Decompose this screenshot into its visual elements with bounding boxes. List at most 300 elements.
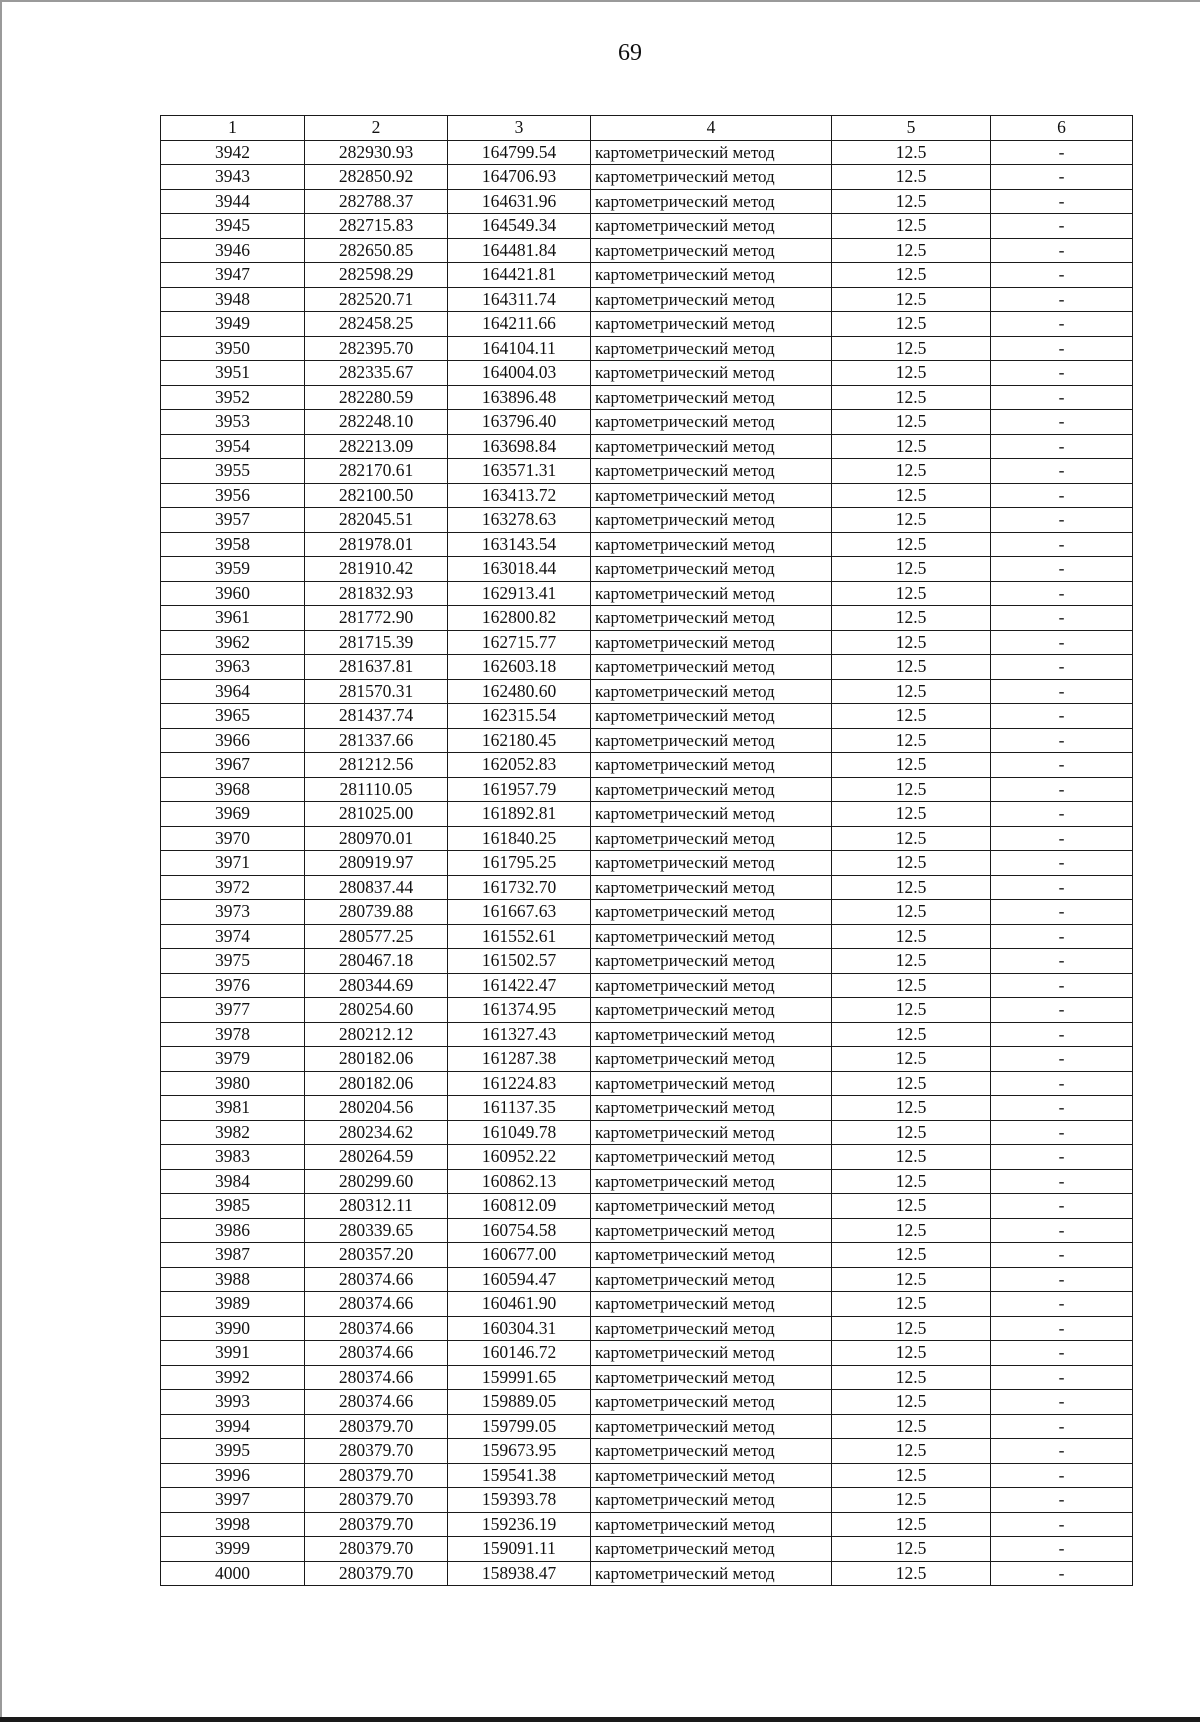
method-cell: картометрический метод [591,998,832,1023]
method-cell: картометрический метод [591,532,832,557]
y-coordinate-cell: 161840.25 [448,826,591,851]
method-cell: картометрический метод [591,410,832,435]
note-cell: - [991,1365,1133,1390]
x-coordinate-cell: 282280.59 [305,385,448,410]
note-cell: - [991,1071,1133,1096]
accuracy-cell: 12.5 [832,630,991,655]
y-coordinate-cell: 163278.63 [448,508,591,533]
x-coordinate-cell: 280374.66 [305,1267,448,1292]
point-number-cell: 3961 [161,606,305,631]
x-coordinate-cell: 280357.20 [305,1243,448,1268]
point-number-cell: 3988 [161,1267,305,1292]
table-row [161,851,1133,876]
table-row [161,630,1133,655]
point-number-cell: 3965 [161,704,305,729]
x-coordinate-cell: 280234.62 [305,1120,448,1145]
table-row [161,336,1133,361]
method-cell: картометрический метод [591,312,832,337]
column-header: 2 [305,116,448,141]
note-cell: - [991,1512,1133,1537]
x-coordinate-cell: 280379.70 [305,1512,448,1537]
note-cell: - [991,998,1133,1023]
y-coordinate-cell: 160754.58 [448,1218,591,1243]
x-coordinate-cell: 280467.18 [305,949,448,974]
point-number-cell: 3958 [161,532,305,557]
y-coordinate-cell: 159799.05 [448,1414,591,1439]
accuracy-cell: 12.5 [832,410,991,435]
note-cell: - [991,483,1133,508]
point-number-cell: 3992 [161,1365,305,1390]
method-cell: картометрический метод [591,1022,832,1047]
y-coordinate-cell: 163143.54 [448,532,591,557]
accuracy-cell: 12.5 [832,1022,991,1047]
method-cell: картометрический метод [591,1488,832,1513]
accuracy-cell: 12.5 [832,655,991,680]
point-number-cell: 3950 [161,336,305,361]
y-coordinate-cell: 159236.19 [448,1512,591,1537]
column-header: 4 [591,116,832,141]
table-row [161,1194,1133,1219]
accuracy-cell: 12.5 [832,1316,991,1341]
note-cell: - [991,238,1133,263]
accuracy-cell: 12.5 [832,851,991,876]
note-cell: - [991,1145,1133,1170]
x-coordinate-cell: 280379.70 [305,1561,448,1586]
accuracy-cell: 12.5 [832,704,991,729]
y-coordinate-cell: 161327.43 [448,1022,591,1047]
x-coordinate-cell: 281570.31 [305,679,448,704]
accuracy-cell: 12.5 [832,1512,991,1537]
point-number-cell: 3989 [161,1292,305,1317]
method-cell: картометрический метод [591,336,832,361]
y-coordinate-cell: 160952.22 [448,1145,591,1170]
point-number-cell: 3956 [161,483,305,508]
point-number-cell: 3982 [161,1120,305,1145]
method-cell: картометрический метод [591,361,832,386]
x-coordinate-cell: 280264.59 [305,1145,448,1170]
note-cell: - [991,704,1133,729]
table-row [161,165,1133,190]
point-number-cell: 3987 [161,1243,305,1268]
note-cell: - [991,1439,1133,1464]
accuracy-cell: 12.5 [832,1414,991,1439]
y-coordinate-cell: 162052.83 [448,753,591,778]
method-cell: картометрический метод [591,1292,832,1317]
accuracy-cell: 12.5 [832,557,991,582]
point-number-cell: 3953 [161,410,305,435]
note-cell: - [991,1488,1133,1513]
method-cell: картометрический метод [591,1414,832,1439]
accuracy-cell: 12.5 [832,287,991,312]
point-number-cell: 3945 [161,214,305,239]
point-number-cell: 4000 [161,1561,305,1586]
y-coordinate-cell: 164104.11 [448,336,591,361]
method-cell: картометрический метод [591,434,832,459]
point-number-cell: 3955 [161,459,305,484]
table-header-row [161,116,1133,141]
table-row [161,1341,1133,1366]
point-number-cell: 3942 [161,140,305,165]
y-coordinate-cell: 162480.60 [448,679,591,704]
accuracy-cell: 12.5 [832,728,991,753]
y-coordinate-cell: 160461.90 [448,1292,591,1317]
note-cell: - [991,1120,1133,1145]
y-coordinate-cell: 160862.13 [448,1169,591,1194]
accuracy-cell: 12.5 [832,189,991,214]
method-cell: картометрический метод [591,679,832,704]
coordinates-table [160,115,1133,1586]
accuracy-cell: 12.5 [832,777,991,802]
y-coordinate-cell: 159991.65 [448,1365,591,1390]
accuracy-cell: 12.5 [832,434,991,459]
accuracy-cell: 12.5 [832,973,991,998]
y-coordinate-cell: 162715.77 [448,630,591,655]
method-cell: картометрический метод [591,1267,832,1292]
table-row [161,1267,1133,1292]
accuracy-cell: 12.5 [832,753,991,778]
y-coordinate-cell: 164004.03 [448,361,591,386]
y-coordinate-cell: 163796.40 [448,410,591,435]
method-cell: картометрический метод [591,728,832,753]
note-cell: - [991,1194,1133,1219]
note-cell: - [991,851,1133,876]
y-coordinate-cell: 164481.84 [448,238,591,263]
point-number-cell: 3968 [161,777,305,802]
table-row [161,1414,1133,1439]
x-coordinate-cell: 281715.39 [305,630,448,655]
y-coordinate-cell: 161502.57 [448,949,591,974]
note-cell: - [991,1463,1133,1488]
accuracy-cell: 12.5 [832,1047,991,1072]
point-number-cell: 3998 [161,1512,305,1537]
column-header: 1 [161,116,305,141]
accuracy-cell: 12.5 [832,924,991,949]
point-number-cell: 3964 [161,679,305,704]
point-number-cell: 3978 [161,1022,305,1047]
method-cell: картометрический метод [591,557,832,582]
method-cell: картометрический метод [591,1341,832,1366]
point-number-cell: 3983 [161,1145,305,1170]
note-cell: - [991,581,1133,606]
method-cell: картометрический метод [591,826,832,851]
x-coordinate-cell: 280312.11 [305,1194,448,1219]
page-number: 69 [618,40,642,66]
accuracy-cell: 12.5 [832,1120,991,1145]
table-row [161,777,1133,802]
x-coordinate-cell: 282395.70 [305,336,448,361]
y-coordinate-cell: 160594.47 [448,1267,591,1292]
method-cell: картометрический метод [591,263,832,288]
accuracy-cell: 12.5 [832,802,991,827]
accuracy-cell: 12.5 [832,581,991,606]
point-number-cell: 3994 [161,1414,305,1439]
method-cell: картометрический метод [591,1194,832,1219]
accuracy-cell: 12.5 [832,1096,991,1121]
table-row [161,1439,1133,1464]
table-row [161,508,1133,533]
note-cell: - [991,1096,1133,1121]
method-cell: картометрический метод [591,1145,832,1170]
method-cell: картометрический метод [591,1169,832,1194]
table-row [161,1488,1133,1513]
method-cell: картометрический метод [591,900,832,925]
note-cell: - [991,410,1133,435]
x-coordinate-cell: 280919.97 [305,851,448,876]
method-cell: картометрический метод [591,802,832,827]
table-row [161,459,1133,484]
point-number-cell: 3970 [161,826,305,851]
accuracy-cell: 12.5 [832,1537,991,1562]
x-coordinate-cell: 282458.25 [305,312,448,337]
table-row [161,361,1133,386]
method-cell: картометрический метод [591,287,832,312]
point-number-cell: 3951 [161,361,305,386]
y-coordinate-cell: 159393.78 [448,1488,591,1513]
accuracy-cell: 12.5 [832,1145,991,1170]
table-row [161,483,1133,508]
note-cell: - [991,165,1133,190]
table-row [161,1120,1133,1145]
x-coordinate-cell: 280204.56 [305,1096,448,1121]
note-cell: - [991,1341,1133,1366]
point-number-cell: 3996 [161,1463,305,1488]
note-cell: - [991,875,1133,900]
note-cell: - [991,924,1133,949]
y-coordinate-cell: 162315.54 [448,704,591,729]
point-number-cell: 3981 [161,1096,305,1121]
x-coordinate-cell: 281910.42 [305,557,448,582]
point-number-cell: 3999 [161,1537,305,1562]
x-coordinate-cell: 282850.92 [305,165,448,190]
method-cell: картометрический метод [591,924,832,949]
y-coordinate-cell: 163018.44 [448,557,591,582]
note-cell: - [991,949,1133,974]
method-cell: картометрический метод [591,1561,832,1586]
x-coordinate-cell: 282170.61 [305,459,448,484]
y-coordinate-cell: 162800.82 [448,606,591,631]
method-cell: картометрический метод [591,483,832,508]
point-number-cell: 3967 [161,753,305,778]
method-cell: картометрический метод [591,165,832,190]
column-header: 3 [448,116,591,141]
accuracy-cell: 12.5 [832,900,991,925]
table-row [161,238,1133,263]
accuracy-cell: 12.5 [832,826,991,851]
y-coordinate-cell: 160304.31 [448,1316,591,1341]
method-cell: картометрический метод [591,581,832,606]
x-coordinate-cell: 282788.37 [305,189,448,214]
note-cell: - [991,532,1133,557]
note-cell: - [991,630,1133,655]
point-number-cell: 3954 [161,434,305,459]
note-cell: - [991,1047,1133,1072]
note-cell: - [991,557,1133,582]
y-coordinate-cell: 162180.45 [448,728,591,753]
y-coordinate-cell: 159673.95 [448,1439,591,1464]
x-coordinate-cell: 281978.01 [305,532,448,557]
note-cell: - [991,1022,1133,1047]
y-coordinate-cell: 161957.79 [448,777,591,802]
point-number-cell: 3944 [161,189,305,214]
table-row [161,1218,1133,1243]
point-number-cell: 3963 [161,655,305,680]
note-cell: - [991,753,1133,778]
x-coordinate-cell: 280739.88 [305,900,448,925]
point-number-cell: 3986 [161,1218,305,1243]
x-coordinate-cell: 280182.06 [305,1071,448,1096]
table-row [161,1071,1133,1096]
method-cell: картометрический метод [591,1512,832,1537]
column-header: 5 [832,116,991,141]
y-coordinate-cell: 161287.38 [448,1047,591,1072]
accuracy-cell: 12.5 [832,263,991,288]
x-coordinate-cell: 282248.10 [305,410,448,435]
table-row [161,1512,1133,1537]
scan-edge-top [0,0,1200,2]
table-row [161,1365,1133,1390]
table-row [161,1463,1133,1488]
y-coordinate-cell: 161667.63 [448,900,591,925]
table-row [161,606,1133,631]
method-cell: картометрический метод [591,949,832,974]
x-coordinate-cell: 281437.74 [305,704,448,729]
x-coordinate-cell: 280299.60 [305,1169,448,1194]
y-coordinate-cell: 163413.72 [448,483,591,508]
note-cell: - [991,459,1133,484]
method-cell: картометрический метод [591,973,832,998]
table-row [161,1390,1133,1415]
accuracy-cell: 12.5 [832,1561,991,1586]
note-cell: - [991,1169,1133,1194]
table-row [161,1537,1133,1562]
point-number-cell: 3974 [161,924,305,949]
note-cell: - [991,385,1133,410]
y-coordinate-cell: 162913.41 [448,581,591,606]
y-coordinate-cell: 163896.48 [448,385,591,410]
accuracy-cell: 12.5 [832,385,991,410]
table-row [161,557,1133,582]
y-coordinate-cell: 161732.70 [448,875,591,900]
table-row [161,581,1133,606]
method-cell: картометрический метод [591,1463,832,1488]
y-coordinate-cell: 161224.83 [448,1071,591,1096]
x-coordinate-cell: 282930.93 [305,140,448,165]
y-coordinate-cell: 161892.81 [448,802,591,827]
note-cell: - [991,287,1133,312]
x-coordinate-cell: 280379.70 [305,1414,448,1439]
table-row [161,385,1133,410]
y-coordinate-cell: 158938.47 [448,1561,591,1586]
method-cell: картометрический метод [591,875,832,900]
method-cell: картометрический метод [591,1218,832,1243]
note-cell: - [991,777,1133,802]
y-coordinate-cell: 161552.61 [448,924,591,949]
method-cell: картометрический метод [591,704,832,729]
accuracy-cell: 12.5 [832,1341,991,1366]
table-row [161,973,1133,998]
table-row [161,998,1133,1023]
table-row [161,924,1133,949]
table-row [161,826,1133,851]
x-coordinate-cell: 281832.93 [305,581,448,606]
table-body [161,140,1133,1586]
table-row [161,753,1133,778]
table-row [161,1096,1133,1121]
note-cell: - [991,1292,1133,1317]
point-number-cell: 3962 [161,630,305,655]
y-coordinate-cell: 164631.96 [448,189,591,214]
accuracy-cell: 12.5 [832,1439,991,1464]
table-row [161,900,1133,925]
accuracy-cell: 12.5 [832,459,991,484]
x-coordinate-cell: 281337.66 [305,728,448,753]
x-coordinate-cell: 280970.01 [305,826,448,851]
point-number-cell: 3947 [161,263,305,288]
note-cell: - [991,434,1133,459]
y-coordinate-cell: 164549.34 [448,214,591,239]
point-number-cell: 3952 [161,385,305,410]
x-coordinate-cell: 280212.12 [305,1022,448,1047]
note-cell: - [991,1537,1133,1562]
y-coordinate-cell: 159541.38 [448,1463,591,1488]
point-number-cell: 3946 [161,238,305,263]
note-cell: - [991,802,1133,827]
x-coordinate-cell: 280379.70 [305,1537,448,1562]
x-coordinate-cell: 281637.81 [305,655,448,680]
point-number-cell: 3980 [161,1071,305,1096]
method-cell: картометрический метод [591,214,832,239]
note-cell: - [991,263,1133,288]
x-coordinate-cell: 280182.06 [305,1047,448,1072]
table-row [161,679,1133,704]
x-coordinate-cell: 280379.70 [305,1439,448,1464]
accuracy-cell: 12.5 [832,606,991,631]
x-coordinate-cell: 281110.05 [305,777,448,802]
table-row [161,1022,1133,1047]
scan-edge-bottom [0,1717,1200,1722]
accuracy-cell: 12.5 [832,1243,991,1268]
accuracy-cell: 12.5 [832,165,991,190]
y-coordinate-cell: 163698.84 [448,434,591,459]
x-coordinate-cell: 280837.44 [305,875,448,900]
method-cell: картометрический метод [591,1537,832,1562]
method-cell: картометрический метод [591,630,832,655]
accuracy-cell: 12.5 [832,1169,991,1194]
table-row [161,949,1133,974]
x-coordinate-cell: 282100.50 [305,483,448,508]
table-row [161,802,1133,827]
accuracy-cell: 12.5 [832,949,991,974]
note-cell: - [991,336,1133,361]
method-cell: картометрический метод [591,140,832,165]
accuracy-cell: 12.5 [832,312,991,337]
note-cell: - [991,679,1133,704]
y-coordinate-cell: 164799.54 [448,140,591,165]
y-coordinate-cell: 163571.31 [448,459,591,484]
table-row [161,189,1133,214]
x-coordinate-cell: 281212.56 [305,753,448,778]
x-coordinate-cell: 282213.09 [305,434,448,459]
y-coordinate-cell: 160812.09 [448,1194,591,1219]
y-coordinate-cell: 161137.35 [448,1096,591,1121]
table-row [161,434,1133,459]
x-coordinate-cell: 280374.66 [305,1390,448,1415]
y-coordinate-cell: 159889.05 [448,1390,591,1415]
method-cell: картометрический метод [591,459,832,484]
note-cell: - [991,361,1133,386]
scan-edge-left [0,0,2,1722]
x-coordinate-cell: 282520.71 [305,287,448,312]
